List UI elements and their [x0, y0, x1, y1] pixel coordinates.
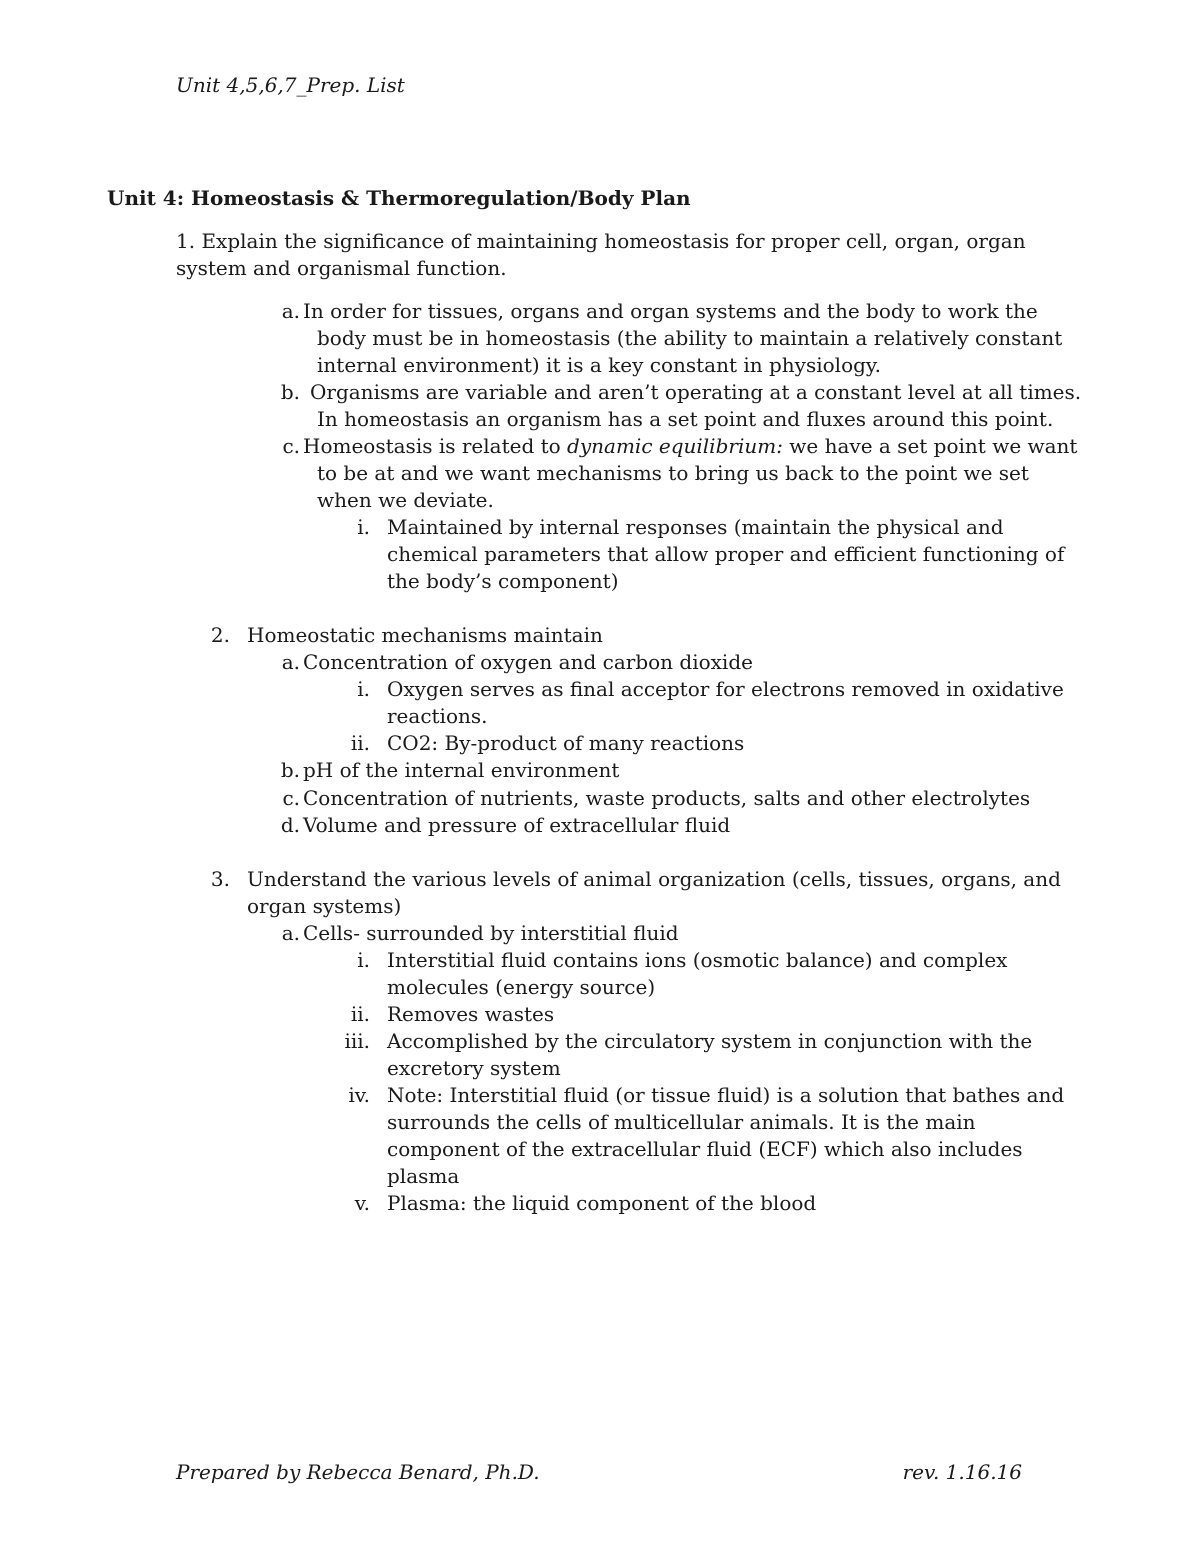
- list-label: a.: [281, 921, 300, 945]
- q1-c-i-line-1: Maintained by internal responses (maintain the physical and: [387, 515, 1004, 539]
- q3-a-v-text: Plasma: the liquid component of the blood: [387, 1191, 817, 1215]
- q2-a-text: Concentration of oxygen and carbon dioxide: [303, 650, 753, 674]
- q2-text: Homeostatic mechanisms maintain: [247, 623, 603, 647]
- list-label: iv.: [348, 1083, 370, 1107]
- q1-c-line-1: [303, 433, 1077, 460]
- list-label: b.: [280, 380, 300, 404]
- footer-revision: rev. 1.16.16: [902, 1460, 1022, 1484]
- q3-line-2: organ systems): [247, 894, 402, 918]
- list-number: 3.: [210, 867, 230, 891]
- list-label: c.: [282, 786, 300, 810]
- q2-b-text: pH of the internal environment: [303, 758, 620, 782]
- list-number: 2.: [210, 623, 230, 647]
- q3-a-iv-line-1: Note: Interstitial fluid (or tissue fluid) is a solution that bathes and: [387, 1083, 1065, 1107]
- list-label: ii.: [350, 731, 370, 755]
- list-label: a.: [281, 299, 300, 323]
- q3-a-iv-line-2: surrounds the cells of multicellular animals. It is the main: [387, 1110, 976, 1134]
- q1-line-2: system and organismal function.: [176, 256, 507, 280]
- q1-a-line-2: body must be in homeostasis (the ability to maintain a relatively constant: [317, 326, 1063, 350]
- list-label: v.: [354, 1191, 370, 1215]
- q2-a-i-line-1: Oxygen serves as final acceptor for electrons removed in oxidative: [387, 677, 1064, 701]
- q2-a-i-line-2: reactions.: [387, 704, 488, 728]
- list-label: i.: [357, 677, 370, 701]
- q1-c-post: we have a set point we want: [782, 434, 1078, 458]
- q1-c-line-2: to be at and we want mechanisms to bring us back to the point we set: [317, 461, 1029, 485]
- q3-a-text: Cells- surrounded by interstitial fluid: [303, 921, 679, 945]
- list-label: b.: [280, 758, 300, 782]
- q1-c-pre: Homeostasis is related to: [303, 434, 568, 458]
- list-label: iii.: [344, 1029, 370, 1053]
- q2-d-text: Volume and pressure of extracellular fluid: [303, 813, 731, 837]
- q3-a-i-line-2: molecules (energy source): [387, 975, 656, 999]
- q3-a-i-line-1: Interstitial fluid contains ions (osmotic balance) and complex: [387, 948, 1008, 972]
- q3-a-iii-line-1: Accomplished by the circulatory system in conjunction with the: [387, 1029, 1033, 1053]
- q2-a-ii-text: CO2: By-product of many reactions: [387, 731, 745, 755]
- q1-c-line-3: when we deviate.: [317, 488, 494, 512]
- footer-author: Prepared by Rebecca Benard, Ph.D.: [176, 1460, 540, 1484]
- page-header-title: Unit 4,5,6,7_Prep. List: [176, 73, 405, 97]
- list-label: i.: [357, 948, 370, 972]
- list-label: a.: [281, 650, 300, 674]
- q1-b-line-2: In homeostasis an organism has a set point and fluxes around this point.: [317, 407, 1054, 431]
- q3-line-1: Understand the various levels of animal organization (cells, tissues, organs, and: [247, 867, 1061, 891]
- q2-c-text: Concentration of nutrients, waste products, salts and other electrolytes: [303, 786, 1031, 810]
- q1-c-i-line-3: the body’s component): [387, 569, 619, 593]
- list-label: ii.: [350, 1002, 370, 1026]
- q3-a-iii-line-2: excretory system: [387, 1056, 561, 1080]
- q1-line-1: 1. Explain the significance of maintaining homeostasis for proper cell, organ, organ: [176, 229, 1026, 253]
- q3-a-ii-text: Removes wastes: [387, 1002, 555, 1026]
- q1-a-line-3: internal environment) it is a key constant in physiology.: [317, 353, 881, 377]
- q3-a-iv-line-4: plasma: [387, 1164, 460, 1188]
- q1-b-line-1: Organisms are variable and aren’t operating at a constant level at all times.: [310, 380, 1082, 404]
- emphasis-term: dynamic equilibrium:: [567, 434, 783, 458]
- q1-a-line-1: In order for tissues, organs and organ systems and the body to work the: [303, 299, 1038, 323]
- list-label: d.: [280, 813, 300, 837]
- q1-c-i-line-2: chemical parameters that allow proper and efficient functioning of: [387, 542, 1065, 566]
- list-label: i.: [357, 515, 370, 539]
- q3-a-iv-line-3: component of the extracellular fluid (ECF) which also includes: [387, 1137, 1023, 1161]
- list-label: c.: [282, 434, 300, 458]
- section-title: Unit 4: Homeostasis & Thermoregulation/Body Plan: [107, 186, 691, 210]
